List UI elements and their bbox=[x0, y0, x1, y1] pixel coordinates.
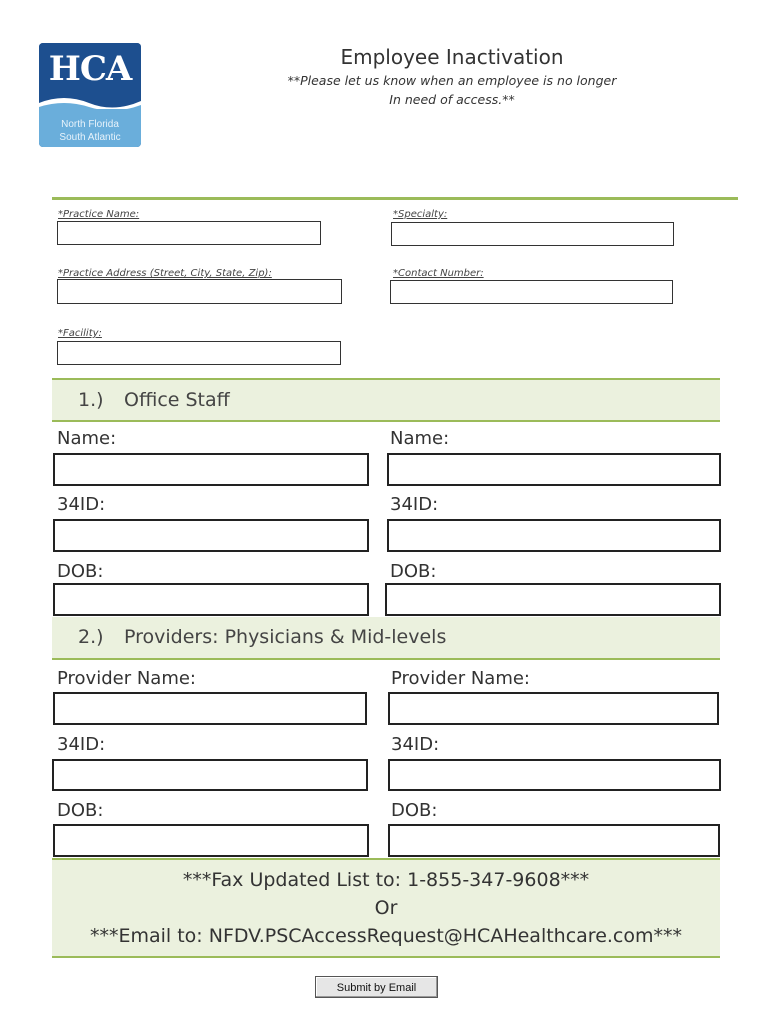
practice-name-label: *Practice Name: bbox=[58, 209, 140, 220]
provider-dob-field-right[interactable] bbox=[388, 824, 720, 857]
provider-name-label-right: Provider Name: bbox=[391, 668, 530, 689]
practice-name-field[interactable] bbox=[57, 221, 321, 245]
subtitle-line-1: **Please let us know when an employee is no longer bbox=[287, 73, 617, 88]
provider-dob-label-left: DOB: bbox=[57, 800, 104, 821]
email-instruction: ***Email to: NFDV.PSCAccessRequest@HCAHealthcare.com*** bbox=[89, 925, 683, 947]
practice-address-label: *Practice Address (Street, City, State, Zip): bbox=[58, 268, 272, 279]
provider-dob-field-left[interactable] bbox=[53, 824, 369, 857]
staff-dob-label-left: DOB: bbox=[57, 561, 104, 582]
submit-by-email-button[interactable]: Submit by Email bbox=[315, 976, 438, 998]
provider-name-label-left: Provider Name: bbox=[57, 668, 196, 689]
providers-section-header bbox=[52, 617, 720, 660]
staff-name-field-right[interactable] bbox=[387, 453, 721, 486]
facility-field[interactable] bbox=[57, 341, 341, 365]
staff-id-field-right[interactable] bbox=[387, 519, 721, 552]
office-staff-heading: Office Staff bbox=[124, 389, 230, 411]
fax-instruction: ***Fax Updated List to: 1-855-347-9608*** bbox=[182, 869, 590, 891]
subtitle-line-2: In need of access.** bbox=[389, 92, 515, 107]
staff-dob-label-right: DOB: bbox=[390, 561, 437, 582]
staff-dob-field-left[interactable] bbox=[53, 583, 369, 616]
page-title: Employee Inactivation bbox=[340, 45, 564, 69]
specialty-field[interactable] bbox=[391, 222, 674, 246]
staff-dob-field-right[interactable] bbox=[385, 583, 721, 616]
providers-number: 2.) bbox=[78, 626, 104, 648]
contact-number-field[interactable] bbox=[390, 280, 673, 304]
staff-name-field-left[interactable] bbox=[53, 453, 369, 486]
header-divider bbox=[52, 197, 738, 200]
provider-id-field-left[interactable] bbox=[52, 759, 368, 791]
staff-id-label-left: 34ID: bbox=[57, 494, 106, 515]
provider-dob-label-right: DOB: bbox=[391, 800, 438, 821]
logo-subtext-1: North Florida bbox=[61, 119, 119, 130]
office-staff-number: 1.) bbox=[78, 389, 104, 411]
contact-number-label: *Contact Number: bbox=[393, 268, 484, 279]
hca-logo bbox=[39, 43, 141, 147]
logo-subtext-2: South Atlantic bbox=[59, 132, 121, 143]
staff-id-label-right: 34ID: bbox=[390, 494, 439, 515]
provider-id-label-left: 34ID: bbox=[57, 734, 106, 755]
practice-address-field[interactable] bbox=[57, 279, 342, 304]
provider-id-field-right[interactable] bbox=[388, 759, 721, 791]
provider-name-field-left[interactable] bbox=[53, 692, 367, 725]
facility-label: *Facility: bbox=[58, 328, 102, 339]
specialty-label: *Specialty: bbox=[393, 209, 448, 220]
staff-id-field-left[interactable] bbox=[53, 519, 369, 552]
provider-id-label-right: 34ID: bbox=[391, 734, 440, 755]
logo-text: HCA bbox=[48, 49, 132, 89]
staff-name-label-left: Name: bbox=[57, 428, 117, 449]
provider-name-field-right[interactable] bbox=[388, 692, 719, 725]
providers-heading: Providers: Physicians & Mid-levels bbox=[124, 626, 447, 648]
or-text: Or bbox=[374, 897, 398, 919]
office-staff-section-header bbox=[52, 378, 720, 422]
staff-name-label-right: Name: bbox=[390, 428, 450, 449]
